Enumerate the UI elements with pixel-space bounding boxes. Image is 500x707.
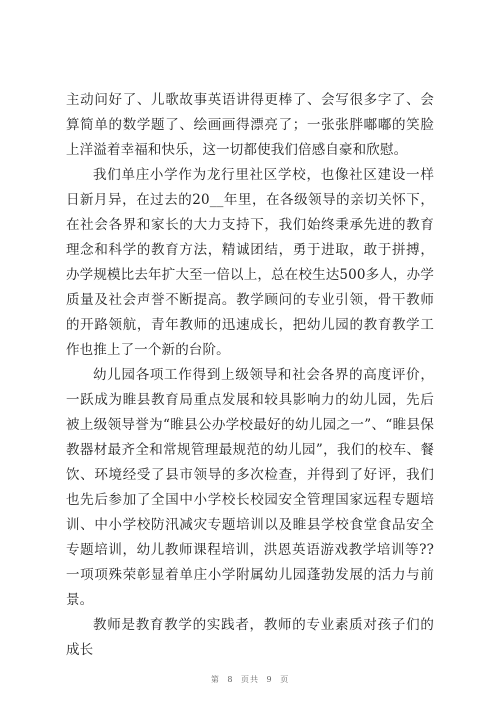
footer-page-number: 8: [227, 675, 234, 684]
footer-mid: 页共: [241, 675, 259, 684]
paragraph: 教师是教育教学的实践者，教师的专业素质对孩子们的成长: [66, 617, 434, 658]
footer-page-total: 9: [266, 675, 273, 684]
body-text: [66, 88, 434, 663]
paragraph: 幼儿园各项工作得到上级领导和社会各界的高度评价，一跃成为睢县教育局重点发展和较具影响力的幼儿园，先后被上级领导誉为“睢县公办学校最好的幼儿园之一”、“睢县保教器材最齐全和常规管理最规范的幼儿园”，我们的校车、餐饮、环境经受了县市领导的多次检查，并得到了好评，我们也先后参加了全国中小学校长校园安全管理国家远程专题培训、中小学校防汛减灾专题培训以及睢县学校食堂食品安全专题培训，幼儿教师课程培训，洪恩英语游戏教学培训等??一项项殊荣彰显着单庄小学附属幼儿园蓬勃发展的活力与前景。: [66, 367, 434, 608]
footer-prefix: 第: [210, 675, 220, 684]
paragraph: 我们单庄小学作为龙行里社区学校，也像社区建设一样日新月异，在过去的20__年里，在各级领导的亲切关怀下，在社会各界和家长的大力支持下，我们始终秉承先进的教育理念和科学的教育方法，精诚团结，勇于进取，敢于拼搏，办学规模比去年扩大至一倍以上，总在校生达500多人，办学质量及社会声誉不断提高。教学顾问的专业引领，骨干教师的开路领航，青年教师的迅速成长，把幼儿园的教育教学工作也推上了一个新的台阶。: [66, 167, 434, 358]
paragraph: 主动问好了、儿歌故事英语讲得更棒了、会写很多字了、会算简单的数学题了、绘画画得漂亮了；一张张胖嘟嘟的笑脸上洋溢着幸福和快乐，这一切都使我们倍感自豪和欣慰。: [66, 92, 434, 158]
page-footer: [0, 674, 500, 685]
footer-suffix: 页: [280, 675, 290, 684]
